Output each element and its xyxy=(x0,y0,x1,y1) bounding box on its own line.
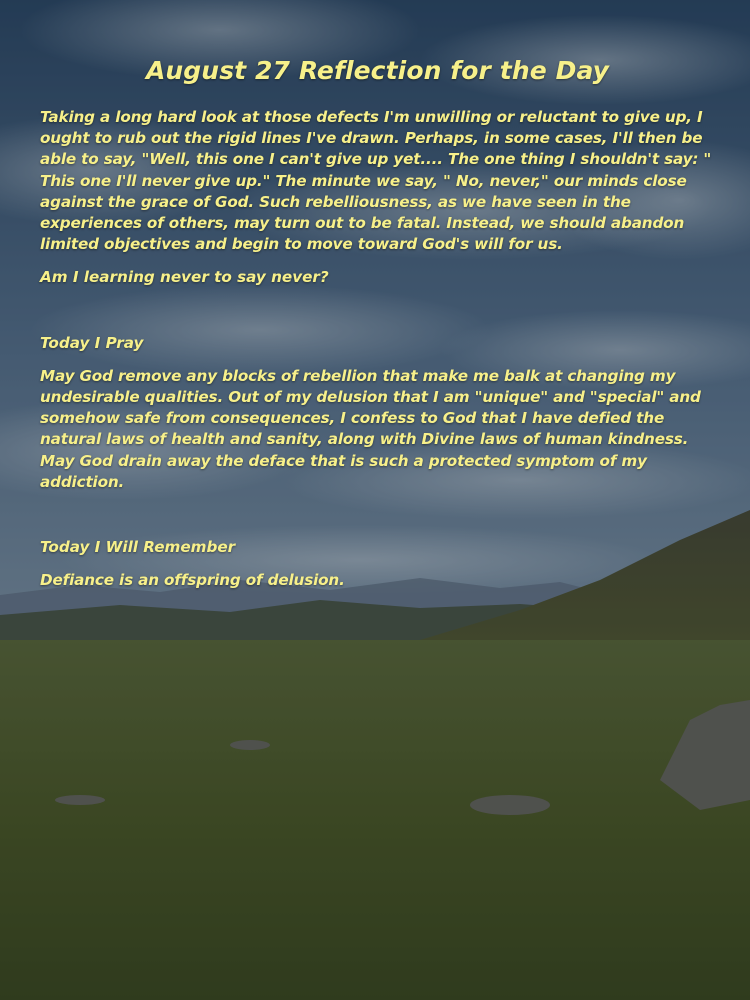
reflection-content xyxy=(40,52,715,603)
pray-heading: Today I Pray xyxy=(40,333,144,352)
remember-text: Defiance is an offspring of delusion. xyxy=(40,571,345,590)
reflection-paragraph: Taking a long hard look at those defects I'm unwilling or reluctant to give up, I ought to rub out the rigid lines I've drawn. Perhaps, in some cases, I'll then be able to say, "Well, this one I can't give up yet.... The one thing I shouldn't say: " This one I'll never give up." The minute we say, " No, never," our minds close against the grace of God. Such rebelliousness, as we have seen in the experiences of others, may turn out to be fatal. Instead, we should abandon limited objectives and begin to move toward God's will for us. xyxy=(40,108,712,254)
pray-text: May God remove any blocks of rebellion that make me balk at changing my undesirable qualities. Out of my delusion that I am "unique" and "special" and somehow safe from consequences, I confess to God that I have defied the natural laws of health and sanity, along with Divine laws of human kindness. May God drain away the deface that is such a protected symptom of my addiction. xyxy=(40,366,701,491)
remember-heading: Today I Will Remember xyxy=(40,538,236,557)
reflection-question: Am I learning never to say never? xyxy=(40,268,329,287)
page-title: August 27 Reflection for the Day xyxy=(145,56,610,85)
